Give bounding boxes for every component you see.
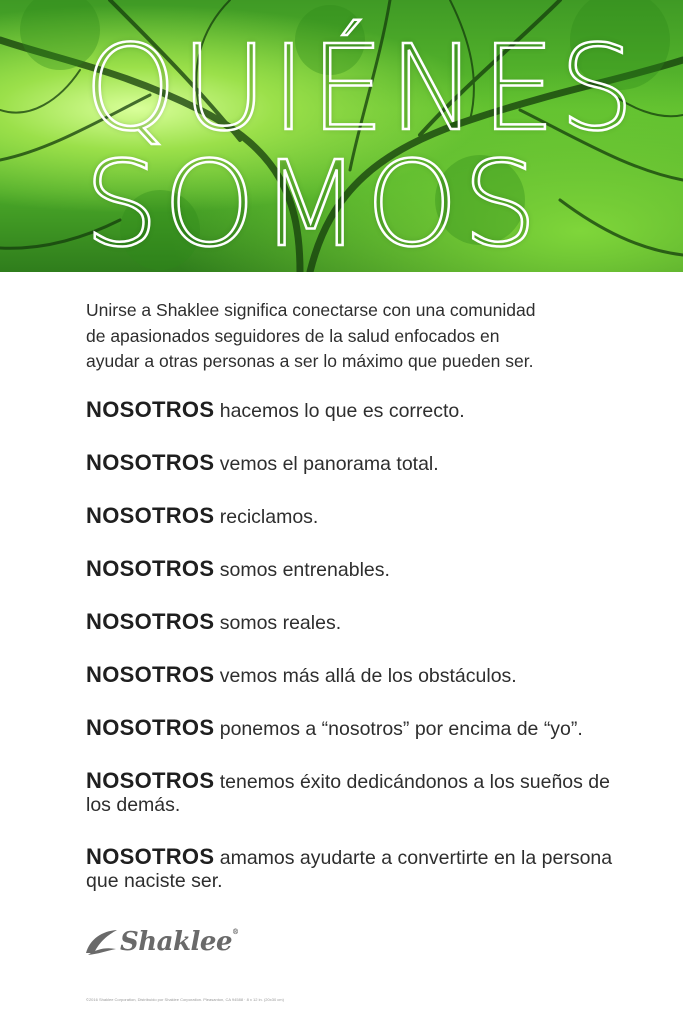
title-line-2: SOMOS	[84, 135, 542, 272]
statement-item: NOSOTROS somos reales.	[86, 609, 342, 634]
leaf-swoosh-icon	[84, 927, 118, 957]
statement-item: NOSOTROS somos entrenables.	[86, 556, 390, 581]
hero-banner	[0, 0, 683, 272]
statement-item: NOSOTROS tenemos éxito dedicándonos a los sueños de los demás.	[86, 768, 611, 816]
statement-item: NOSOTROS reciclamos.	[86, 503, 319, 528]
statement-item: NOSOTROS vemos más allá de los obstáculos.	[86, 662, 517, 687]
statement-item: NOSOTROS amamos ayudarte a convertirte en la persona que naciste ser.	[86, 844, 613, 892]
logo-wordmark: Shaklee®	[120, 927, 239, 957]
statement-item: NOSOTROS ponemos a “nosotros” por encima de “yo”.	[86, 715, 583, 740]
statement-item: NOSOTROS hacemos lo que es correcto.	[86, 397, 465, 422]
intro-paragraph: Unirse a Shaklee significa conectarse con una comunidad de apasionados seguidores de la salud enfocados en ayudar a otras personas a ser lo máximo que pueden ser.	[86, 300, 536, 371]
statement-item: NOSOTROS vemos el panorama total.	[86, 450, 439, 475]
page-title	[84, 19, 644, 272]
statement-list	[86, 398, 626, 893]
fineprint: ©2016 Shaklee Corporation, Distribuido por Shaklee Corporation. Pleasanton, CA 94588 · 8 x 12 in. (20x30 cm)	[86, 997, 284, 1002]
shaklee-logo	[84, 924, 239, 960]
title-line-1: QUIÉNES	[84, 19, 639, 157]
